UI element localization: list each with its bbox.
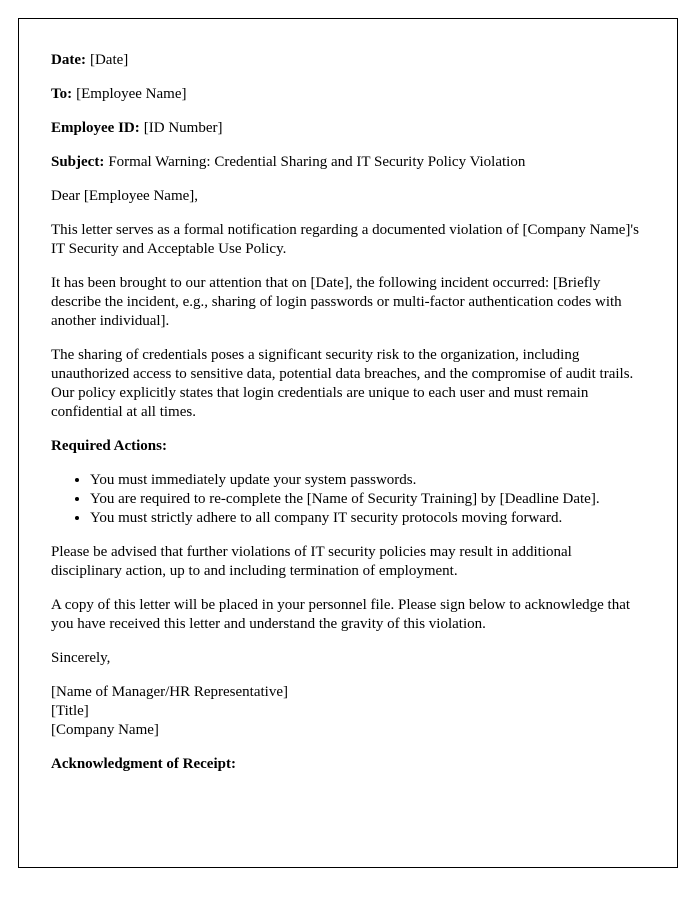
acknowledgment-heading: Acknowledgment of Receipt: [51, 756, 236, 772]
salutation: Dear [Employee Name], [51, 188, 199, 204]
required-actions-heading-text: Required Actions: [51, 438, 167, 454]
field-to-value: [Employee Name] [76, 86, 187, 102]
field-subject [51, 153, 645, 172]
paragraph-further-violations: Please be advised that further violations of IT security policies may result in additional disciplinary action, up to and including termination of employment. [51, 544, 572, 579]
paragraph-notification: This letter serves as a formal notification regarding a documented violation of [Company Name]'s IT Security and Acceptable Use Policy. [51, 222, 639, 257]
paragraph-risk: The sharing of credentials poses a significant security risk to the organization, including unauthorized access to sensitive data, potential data breaches, and the compromise of audit trails. Our policy explicitly states that login credentials are unique to each user and must remain confidential at all times. [51, 347, 634, 420]
field-date-value: [Date] [89, 52, 129, 68]
paragraph-personnel-file: A copy of this letter will be placed in your personnel file. Please sign below to acknowledge that you have received this letter and understand the gravity of this violation. [51, 597, 631, 632]
signature-name: [Name of Manager/HR Representative] [51, 684, 288, 700]
action-item: • You must strictly adhere to all company IT security protocols moving forward. [90, 509, 645, 528]
field-date-label: Date: [51, 52, 86, 68]
action-item: • You must immediately update your system passwords. [90, 471, 645, 490]
signature-title: [Title] [51, 703, 89, 719]
letter-content [19, 19, 677, 810]
closing: Sincerely, [51, 650, 111, 666]
signature-block [51, 683, 645, 740]
paragraph-incident: It has been brought to our attention that on [Date], the following incident occurred: [Briefly describe the incident, e.g., sharing of login passwords or multi-factor authentication codes with another individual]. [51, 275, 622, 329]
field-subject-value: Formal Warning: Credential Sharing and IT Security Policy Violation [108, 154, 526, 170]
field-employee-id-value: [ID Number] [143, 120, 223, 136]
action-item: • You are required to re-complete the [Name of Security Training] by [Deadline Date]. [90, 490, 645, 509]
required-actions-list [51, 471, 645, 528]
required-actions-heading [51, 437, 645, 456]
field-to-label: To: [51, 86, 73, 102]
field-date [51, 51, 645, 70]
signature-company: [Company Name] [51, 722, 159, 738]
field-subject-label: Subject: [51, 154, 105, 170]
letter-page [18, 18, 678, 868]
field-employee-id-label: Employee ID: [51, 120, 140, 136]
field-to [51, 85, 645, 104]
field-employee-id [51, 119, 645, 138]
